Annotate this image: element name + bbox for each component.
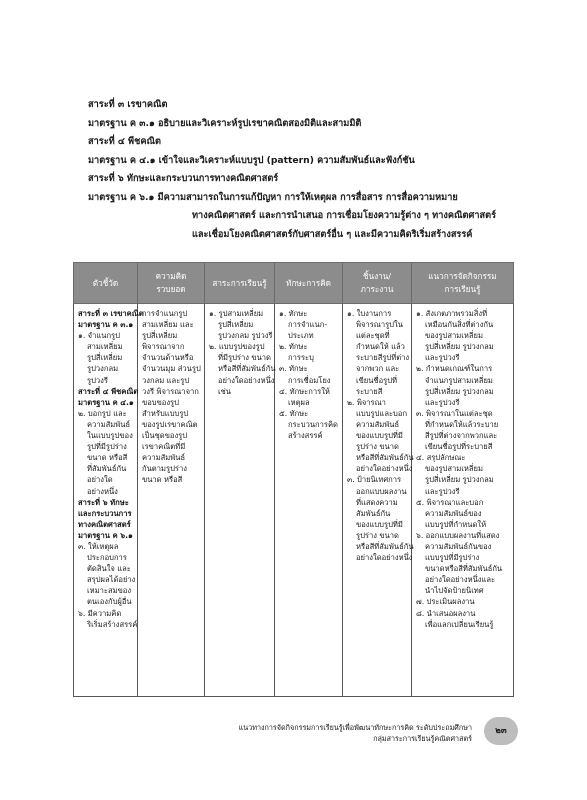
footer-subject: กลุ่มสาระการเรียนรู้คณิตศาสตร์ [373, 734, 472, 743]
cell-line: วงกลม และรูป [142, 375, 190, 385]
cell-line: เขียนชื่อรูปที่ [356, 375, 398, 385]
cell-line: รูปร่าง ขนาด [356, 442, 399, 452]
col-indicators [74, 304, 144, 697]
cell-line: ริเริ่มสร้างสรรค์ [87, 619, 138, 629]
cell-line: ๕. พิจารณาและบอก [416, 497, 484, 507]
cell-line: สามเหลี่ยม และ [142, 320, 194, 330]
cell-line: สำหรับแบบรูป [142, 408, 189, 418]
cell-line: รูปสี่เหลี่ยม [142, 331, 178, 341]
header-indicator: ตัวชี้วัด [74, 263, 138, 304]
page-number: ๒๓ [484, 717, 518, 745]
cell-line: ของแบบรูปที่มี [356, 431, 403, 441]
table-header-row [74, 263, 514, 304]
cell-line: ระบายสี [356, 386, 383, 396]
cell-line: อย่างใด [87, 475, 113, 485]
cell-line: ๖. ออกแบบผลงานที่แสดง [416, 530, 500, 540]
col-concept [138, 304, 205, 697]
cell-line: ๖. มีความคิด [78, 608, 122, 618]
cell-line: สาระที่ ๓ เรขาคณิต [78, 309, 144, 318]
cell-line: ของรูปสามเหลี่ยม [425, 464, 483, 474]
header-concept: ความคิด รวบยอด [138, 263, 205, 304]
cell-line: แบบรูปที่มีรูปร่าง [425, 553, 480, 563]
cell-line: เหมือนกันสิ่งที่ต่างกัน [425, 320, 494, 330]
cell-line: ๑. ทักษะ [279, 309, 308, 318]
cell-line: พิจารณารูปใน [356, 320, 403, 330]
cell-line: การจำแนกรูป [142, 309, 188, 318]
cell-line: มาตรฐาน ค ๖.๑ [78, 530, 133, 540]
cell-line: การจำแนก- [288, 320, 328, 330]
standard-c6-1-cont-2: และเชื่อมโยงคณิตศาสตร์กับศาสตร์อื่น ๆ และมีความคิดริเริ่มสร้างสรรค์ [192, 228, 473, 240]
cell-line: อย่างหนึ่ง [87, 486, 118, 496]
strand-6-heading: สาระที่ ๖ ทักษะและกระบวนการทางคณิตศาสตร์ [88, 173, 279, 184]
cell-line: ทางคณิตศาสตร์ [78, 519, 131, 529]
cell-line: วงรี พิจารณาจาก [142, 386, 199, 396]
cell-line: ออกแบบผลงาน [356, 486, 407, 496]
standard-c6-1: มาตรฐาน ค ๖.๑ มีความสามารถในการแก้ปัญหา การให้เหตุผล การสื่อสาร การสื่อความหมาย [88, 191, 458, 203]
cell-line: อย่างใดอย่างหนึ่งและ [425, 575, 496, 585]
cell-line: รูปสี่เหลี่ยม รูปวงกลม [425, 475, 494, 485]
cell-line: พิจารณาจาก [142, 342, 185, 352]
cell-line: เช่น [218, 386, 231, 396]
cell-line: ความสัมพันธ์ของ [425, 508, 482, 518]
cell-line: หรือสีที่สัมพันธ์กัน [218, 364, 276, 374]
cell-line: ตัดสินใจ และ [87, 564, 131, 574]
cell-line: หรือสีที่สัมพันธ์กัน [356, 541, 414, 551]
cell-line: รูปสี่เหลี่ยม รูปวงกลม [425, 342, 494, 352]
cell-line: ๒. บอกรูป และ [78, 408, 127, 418]
cell-line: และรูปวงรี [425, 486, 460, 496]
standards-block [88, 96, 528, 244]
cell-line: ๗. ประเมินผลงาน [416, 597, 475, 607]
cell-line: ที่กำหนดให้แล้วระบาย [425, 419, 499, 429]
cell-line: ๒. กำหนดเกณฑ์ในการ [416, 364, 493, 374]
header-task: ชิ้นงาน/ ภาระงาน [343, 263, 412, 304]
cell-line: ๓. ให้เหตุผล [78, 541, 119, 551]
cell-line: เหตุผล [288, 397, 310, 407]
cell-line: สามเหลี่ยม [87, 342, 123, 352]
cell-line: ความสัมพันธ์ [142, 453, 186, 463]
cell-line: ที่สัมพันธ์กัน [87, 464, 127, 474]
curriculum-table [73, 262, 514, 697]
cell-line: สัมพันธ์กัน [356, 508, 391, 518]
cell-line: และกระบวนการ [78, 508, 132, 518]
header-activity: แนวการจัดกิจกรรม การเรียนรู้ [412, 263, 514, 304]
cell-line: จำนวนด้านหรือ [142, 353, 194, 363]
cell-line: เขียนชื่อรูปที่ระบายสี [425, 442, 493, 452]
cell-line: ๒. พิจารณา [347, 397, 386, 407]
cell-line: เป็นชุดของรูป [142, 431, 188, 441]
cell-line: กระบวนการคิด [288, 419, 338, 429]
col-content [205, 304, 275, 697]
table-row [74, 304, 514, 697]
cell-line: เหมาะสมของ [87, 586, 132, 596]
cell-line: ความสัมพันธ์ [87, 419, 131, 429]
cell-line: ขนาด หรือสี [87, 453, 128, 463]
cell-line: ตนเองกับผู้อื่น [87, 597, 132, 607]
cell-line: ๕. ทักษะ [279, 408, 309, 418]
cell-line: ๑. จำแนกรูป [78, 331, 120, 341]
cell-line: อย่างใดอย่างหนึ่ง [218, 375, 275, 385]
cell-line: รูปวงกลม รูปวงรี [218, 331, 273, 341]
cell-line: ที่มีรูปร่าง ขนาด [218, 353, 271, 363]
cell-line: ประเภท [288, 331, 314, 341]
cell-line: จากพวก และ [356, 364, 400, 374]
cell-line: ๒. แบบรูปของรูป [209, 342, 265, 352]
cell-line: ๑. รูปสามเหลี่ยม [209, 309, 264, 318]
cell-line: อย่างใดอย่างหนึ่ง [356, 553, 413, 563]
cell-line: ๓. ทักษะ [279, 364, 308, 374]
cell-line: รูปสี่เหลี่ยม รูปวงกลม [425, 386, 494, 396]
cell-line: แบบรูปและบอก [356, 408, 408, 418]
cell-line: และรูปวงรี [425, 397, 460, 407]
standard-c6-1-cont-1: ทางคณิตศาสตร์ และการนำเสนอ การเชื่อมโยงความรู้ต่าง ๆ ทางคณิตศาสตร์ [192, 210, 497, 221]
cell-line: จำแนกรูปสามเหลี่ยม [425, 375, 493, 385]
cell-line: ๓. ป้ายนิเทศการ [347, 475, 402, 485]
cell-line: ขนาดหรือสีที่สัมพันธ์กัน [425, 564, 503, 574]
cell-line: และรูปวงรี [425, 353, 460, 363]
cell-line: ของรูปสามเหลี่ยม [425, 331, 483, 341]
header-content: สาระการเรียนรู้ [205, 263, 275, 304]
col-tasks [343, 304, 412, 697]
cell-line: ขนาด หรือสี [142, 475, 183, 485]
footer-title: แนวทางการจัดกิจกรรมการเรียนรู้เพื่อพัฒนาทักษะการคิด ระดับประถมศึกษา [238, 723, 472, 732]
cell-line: สาระที่ ๖ ทักษะ [78, 497, 129, 507]
cell-line: รูปวงรี [87, 375, 108, 385]
standard-c3-1: มาตรฐาน ค ๓.๑ อธิบายและวิเคราะห์รูปเรขาคณิตสองมิติและสามมิติ [88, 117, 362, 129]
cell-line: ๘. นำเสนอผลงาน [416, 608, 476, 618]
cell-line: ในแบบรูปของ [87, 431, 133, 441]
cell-line: ๓. พิจารณาในแต่ละชุด [416, 408, 493, 418]
cell-line: การเชื่อมโยง [288, 375, 331, 385]
cell-line: หรือสีที่สัมพันธ์กัน [356, 453, 414, 463]
cell-line: มาตรฐาน ค ๓.๑ [78, 320, 134, 330]
cell-line: นำไปจัดป้ายนิเทศ [425, 586, 484, 596]
cell-line: จำนวนมุม ส่วนรูป [142, 364, 201, 374]
cell-line: รูปร่าง ขนาด [356, 530, 399, 540]
cell-line: สาระที่ ๔ พีชคณิต [78, 386, 139, 396]
cell-line: รูปวงกลม [87, 364, 119, 374]
cell-line: การระบุ [288, 353, 314, 363]
cell-line: เพื่อแลกเปลี่ยนเรียนรู้ [425, 619, 494, 629]
cell-line: รูปสี่เหลี่ยม [87, 353, 123, 363]
cell-line: ความสัมพันธ์กันของ [425, 541, 492, 551]
cell-line: รูปสี่เหลี่ยม [218, 320, 254, 330]
page-footer [200, 722, 472, 744]
cell-line: ขอบของรูป [142, 397, 179, 407]
cell-line: แบบรูปที่กำหนดให้ [425, 519, 487, 529]
cell-line: แต่ละชุดที่ [356, 331, 390, 341]
cell-line: ๔. ทักษะการให้ [279, 386, 330, 396]
cell-line: สร้างสรรค์ [288, 431, 323, 441]
cell-line: ๑. สังเกตภาพรวมสิ่งที่ [416, 309, 488, 318]
cell-line: ประกอบการ [87, 553, 127, 563]
cell-line: ความสัมพันธ์ [356, 419, 400, 429]
standard-c4-1: มาตรฐาน ค ๔.๑ เข้าใจและวิเคราะห์แบบรูป (pattern) ความสัมพันธ์และฟังก์ชัน [88, 154, 415, 166]
col-thinking-skills [275, 304, 343, 697]
cell-line: ๑. ใบงานการ [347, 309, 392, 318]
cell-line: ๒. ทักษะ [279, 342, 308, 352]
col-activities [412, 304, 514, 697]
cell-line: สรุปผลได้อย่าง [87, 575, 136, 585]
cell-line: ของรูปเรขาคณิต [142, 419, 198, 429]
cell-line: มาตรฐาน ค ๔.๑ [78, 397, 134, 407]
cell-line: เรขาคณิตที่มี [142, 442, 186, 452]
cell-line: อย่างใดอย่างหนึ่ง [356, 464, 413, 474]
header-thinking-skill: ทักษะการคิด [275, 263, 343, 304]
cell-line: กันตามรูปร่าง [142, 464, 187, 474]
cell-line: ที่แสดงความ [356, 497, 398, 507]
cell-line: กำหนดให้ แล้ว [356, 342, 405, 352]
cell-line: รูปที่มีรูปร่าง [87, 442, 127, 452]
cell-line: ของแบบรูปที่มี [356, 519, 403, 529]
cell-line: ๔. สรุปลักษณะ [416, 453, 466, 463]
strand-4-heading: สาระที่ ๔ พีชคณิต [88, 136, 161, 147]
cell-line: ระบายสีรูปที่ต่าง [356, 353, 410, 363]
strand-3-heading: สาระที่ ๓ เรขาคณิต [88, 99, 168, 110]
cell-line: สีรูปที่ต่างจากพวกและ [425, 431, 498, 441]
